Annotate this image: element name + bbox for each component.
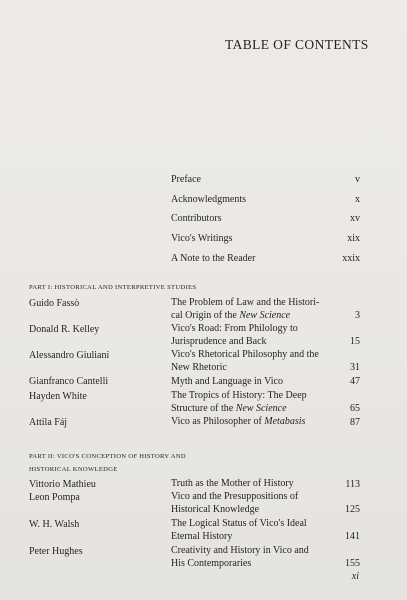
toc-author: Gianfranco Cantelli: [29, 376, 109, 387]
toc-title: Creativity and History in Vico and His Contemporaries: [171, 545, 309, 569]
toc-author: Donald R. Kelley: [29, 324, 100, 335]
toc-entry-label: Preface: [171, 174, 201, 185]
toc-title: The Problem of Law and the Histori- cal Origin of the New Science: [171, 297, 320, 321]
toc-entry-page: x: [355, 194, 360, 205]
toc-page: 31: [350, 362, 360, 373]
toc-author: Alessandro Giuliani: [29, 350, 110, 361]
toc-title: Vico as Philosopher of Metabasis: [171, 416, 306, 427]
toc-page: 47: [350, 376, 360, 387]
toc-page: 113: [345, 479, 360, 490]
toc-entry-page: v: [355, 174, 360, 185]
page-number: xi: [351, 571, 359, 582]
toc-page: 65: [350, 403, 360, 414]
toc-page: 15: [350, 336, 360, 347]
toc-page: 3: [355, 310, 360, 321]
toc-title: Truth as the Mother of History: [171, 478, 294, 489]
toc-entry-label: Vico's Writings: [171, 233, 233, 244]
toc-entry-page: xv: [350, 213, 360, 224]
toc-author: Hayden White: [29, 391, 87, 402]
toc-author: Leon Pompa: [29, 492, 80, 503]
toc-page: 87: [350, 417, 360, 428]
toc-entry-label: Contributors: [171, 213, 222, 224]
toc-entry-label: A Note to the Reader: [171, 253, 256, 264]
toc-title: Vico's Road: From Philology to Jurisprudence and Back: [171, 323, 298, 347]
toc-author: Peter Hughes: [29, 546, 83, 557]
toc-author: Vittorio Mathieu: [29, 479, 96, 490]
part-heading: PART II: VICO'S CONCEPTION OF HISTORY AND HISTORICAL KNOWLEDGE: [29, 453, 186, 473]
toc-title: The Tropics of History: The Deep Structure of the New Science: [171, 390, 307, 414]
toc-author: Attila Fáj: [29, 417, 68, 428]
toc-title: The Logical Status of Vico's Ideal Eternal History: [171, 518, 307, 542]
toc-page: 155: [345, 558, 360, 569]
toc-page: 125: [345, 504, 360, 515]
toc-page: 141: [345, 531, 360, 542]
toc-title: Myth and Language in Vico: [171, 376, 283, 387]
toc-entry-page: xix: [347, 233, 360, 244]
part-heading: PART I: HISTORICAL AND INTERPRETIVE STUDIES: [29, 284, 197, 291]
toc-entry-page: xxix: [342, 253, 360, 264]
toc-author: W. H. Walsh: [29, 519, 80, 530]
page-title: TABLE OF CONTENTS: [225, 37, 369, 52]
toc-title: Vico's Rhetorical Philosophy and the New Rhetoric: [171, 349, 319, 373]
toc-title: Vico and the Presuppositions of Historical Knowledge: [171, 491, 299, 515]
toc-entry-label: Acknowledgments: [171, 194, 246, 205]
toc-author: Guido Fassò: [29, 298, 80, 309]
